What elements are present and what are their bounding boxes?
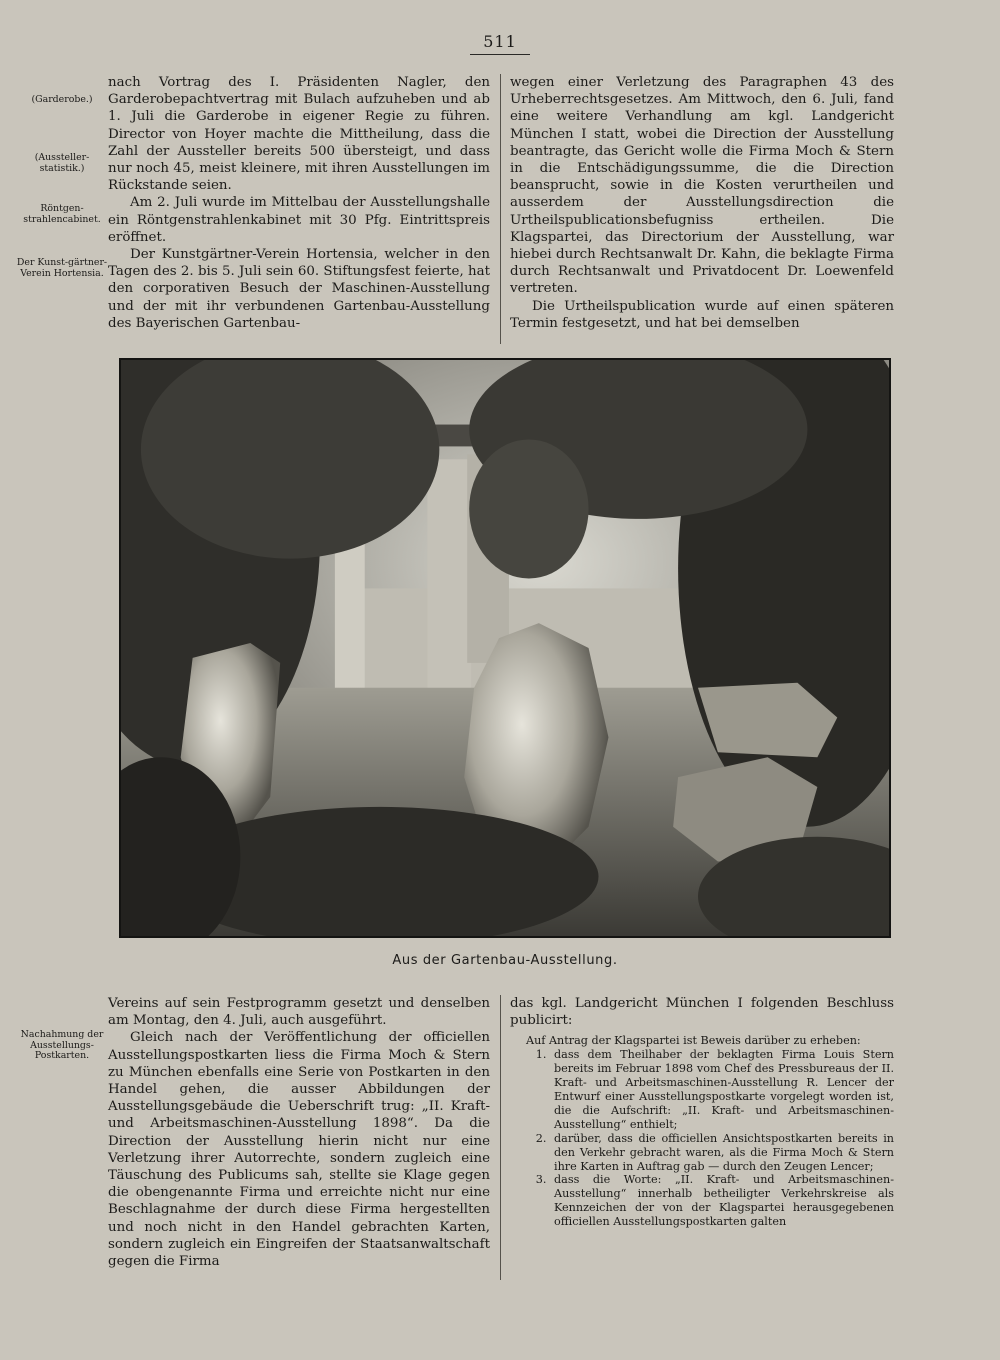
paragraph: Der Kunstgärtner-Verein Hortensia, welcher in den Tagen des 2. bis 5. Juli sein 60. Stiftungsfest feierte, hat den corporativen Besuch der Maschinen-Ausstellung und der mit ihr verbundenen Gartenbau-Ausstellung des Bayerischen Gartenbau- bbox=[108, 247, 490, 331]
bottom-right-column bbox=[510, 995, 894, 1229]
page-number: 511 bbox=[470, 32, 530, 55]
photo-caption: Aus der Gartenbau-Ausstellung. bbox=[392, 953, 618, 968]
margin-note-ausstellerstatistik: (Aussteller-statistik.) bbox=[34, 152, 90, 174]
order-lead: Auf Antrag der Klagspartei ist Beweis darüber zu erheben: bbox=[526, 1034, 861, 1048]
list-item: 3. dass die Worte: „II. Kraft- und Arbeitsmaschinen-Ausstellung“ innerhalb betheiligter Verkehrskreise als Kennzeichen der von der Klagspartei herausgegebenen officiellen Ausstellungspostkarten galten bbox=[550, 1173, 894, 1229]
top-right-column bbox=[510, 74, 894, 332]
margin-note-hortensia: Der Kunst-gärtner-Verein Hortensia. bbox=[16, 257, 108, 279]
paragraph: das kgl. Landgericht München I folgenden Beschluss publicirt: bbox=[510, 996, 894, 1029]
paragraph: nach Vortrag des I. Präsidenten Nagler, den Garderobepachtvertrag mit Bulach aufzuheben und ab 1. Juli die Garderobe in eigener Regie zu führen. Director von Hoyer machte die Mittheilung, dass die Zahl der Aussteller bereits 500 übersteigt, und dass nur noch 45, meist kleinere, mit ihren Ausstellungen im Rückstande seien. bbox=[108, 75, 490, 194]
court-order bbox=[510, 1034, 894, 1229]
top-left-column bbox=[108, 74, 490, 332]
garden-photograph bbox=[119, 358, 891, 938]
list-item: 1. dass dem Theilhaber der beklagten Firma Louis Stern bereits im Februar 1898 vom Chef des Pressbureaus der II. Kraft- und Arbeitsmaschinen-Ausstellung R. Lencer der Entwurf einer Ausstellungspostkarte vorgelegt worden ist, die die Aufschrift: „II. Kraft- und Arbeitsmaschinen-Ausstellung“ enthielt; bbox=[550, 1048, 894, 1131]
paragraph: Die Urtheilspublication wurde auf einen späteren Termin festgesetzt, und hat bei demselben bbox=[510, 298, 894, 331]
margin-note-postkarten: Nachahmung der Ausstellungs-Postkarten. bbox=[20, 1029, 104, 1062]
bottom-left-column bbox=[108, 995, 490, 1270]
paragraph: Am 2. Juli wurde im Mittelbau der Ausstellungshalle ein Röntgenstrahlenkabinet mit 30 Pfg. Eintrittspreis eröffnet. bbox=[108, 195, 490, 245]
margin-note-roentgen: Röntgen-strahlencabinet. bbox=[23, 203, 101, 225]
paragraph: Gleich nach der Veröffentlichung der officiellen Ausstellungspostkarten liess die Firma Moch & Stern zu München ebenfalls eine Serie von Postkarten in den Handel gehen, die ausser Abbildungen der Ausstellungsgebäude die Ueberschrift trug: „II. Kraft- und Arbeitsmaschinen-Ausstellung 1898“. Da die Direction der Ausstellung hierin nicht nur eine Verletzung ihrer Autorrechte, sondern zugleich eine Täuschung des Publicums sah, stellte sie Klage gegen die obengenannte Firma und erreichte nicht nur eine Beschlagnahme der durch diese Firma hergestellten und noch nicht in den Handel gebrachten Karten, sondern zugleich ein Eingreifen der Staatsanwaltschaft gegen die Firma bbox=[108, 1030, 490, 1270]
margin-note-garderobe: (Garderobe.) bbox=[31, 94, 93, 105]
column-divider bbox=[500, 995, 501, 1280]
photo-illustration bbox=[121, 360, 889, 936]
list-item: 2. darüber, dass die officiellen Ansichtspostkarten bereits in den Verkehr gebracht waren, als die Firma Moch & Stern ihre Karten in Auftrag gab — durch den Zeugen Lencer; bbox=[550, 1132, 894, 1174]
order-list bbox=[510, 1048, 894, 1229]
column-divider bbox=[500, 74, 501, 344]
paragraph: Vereins auf sein Festprogramm gesetzt und denselben am Montag, den 4. Juli, auch ausgeführt. bbox=[108, 996, 490, 1029]
paragraph: wegen einer Verletzung des Paragraphen 43 des Urheberrechtsgesetzes. Am Mittwoch, den 6. Juli, fand eine weitere Verhandlung am kgl. Landgericht München I statt, wobei die Direction der Ausstellung beantragte, das Gericht wolle die Firma Moch & Stern in die Entschädigungssumme, die die Direction beansprucht, sowie in die Kosten verurtheilen und ausserdem der Ausstellungsdirection die Urtheilspublicationsbefugniss ertheilen. Die Klagspartei, das Directorium der Ausstellung, war hiebei durch Rechtsanwalt Dr. Kahn, die beklagte Firma durch Rechtsanwalt und Privatdocent Dr. Loewenfeld vertreten. bbox=[510, 75, 894, 297]
